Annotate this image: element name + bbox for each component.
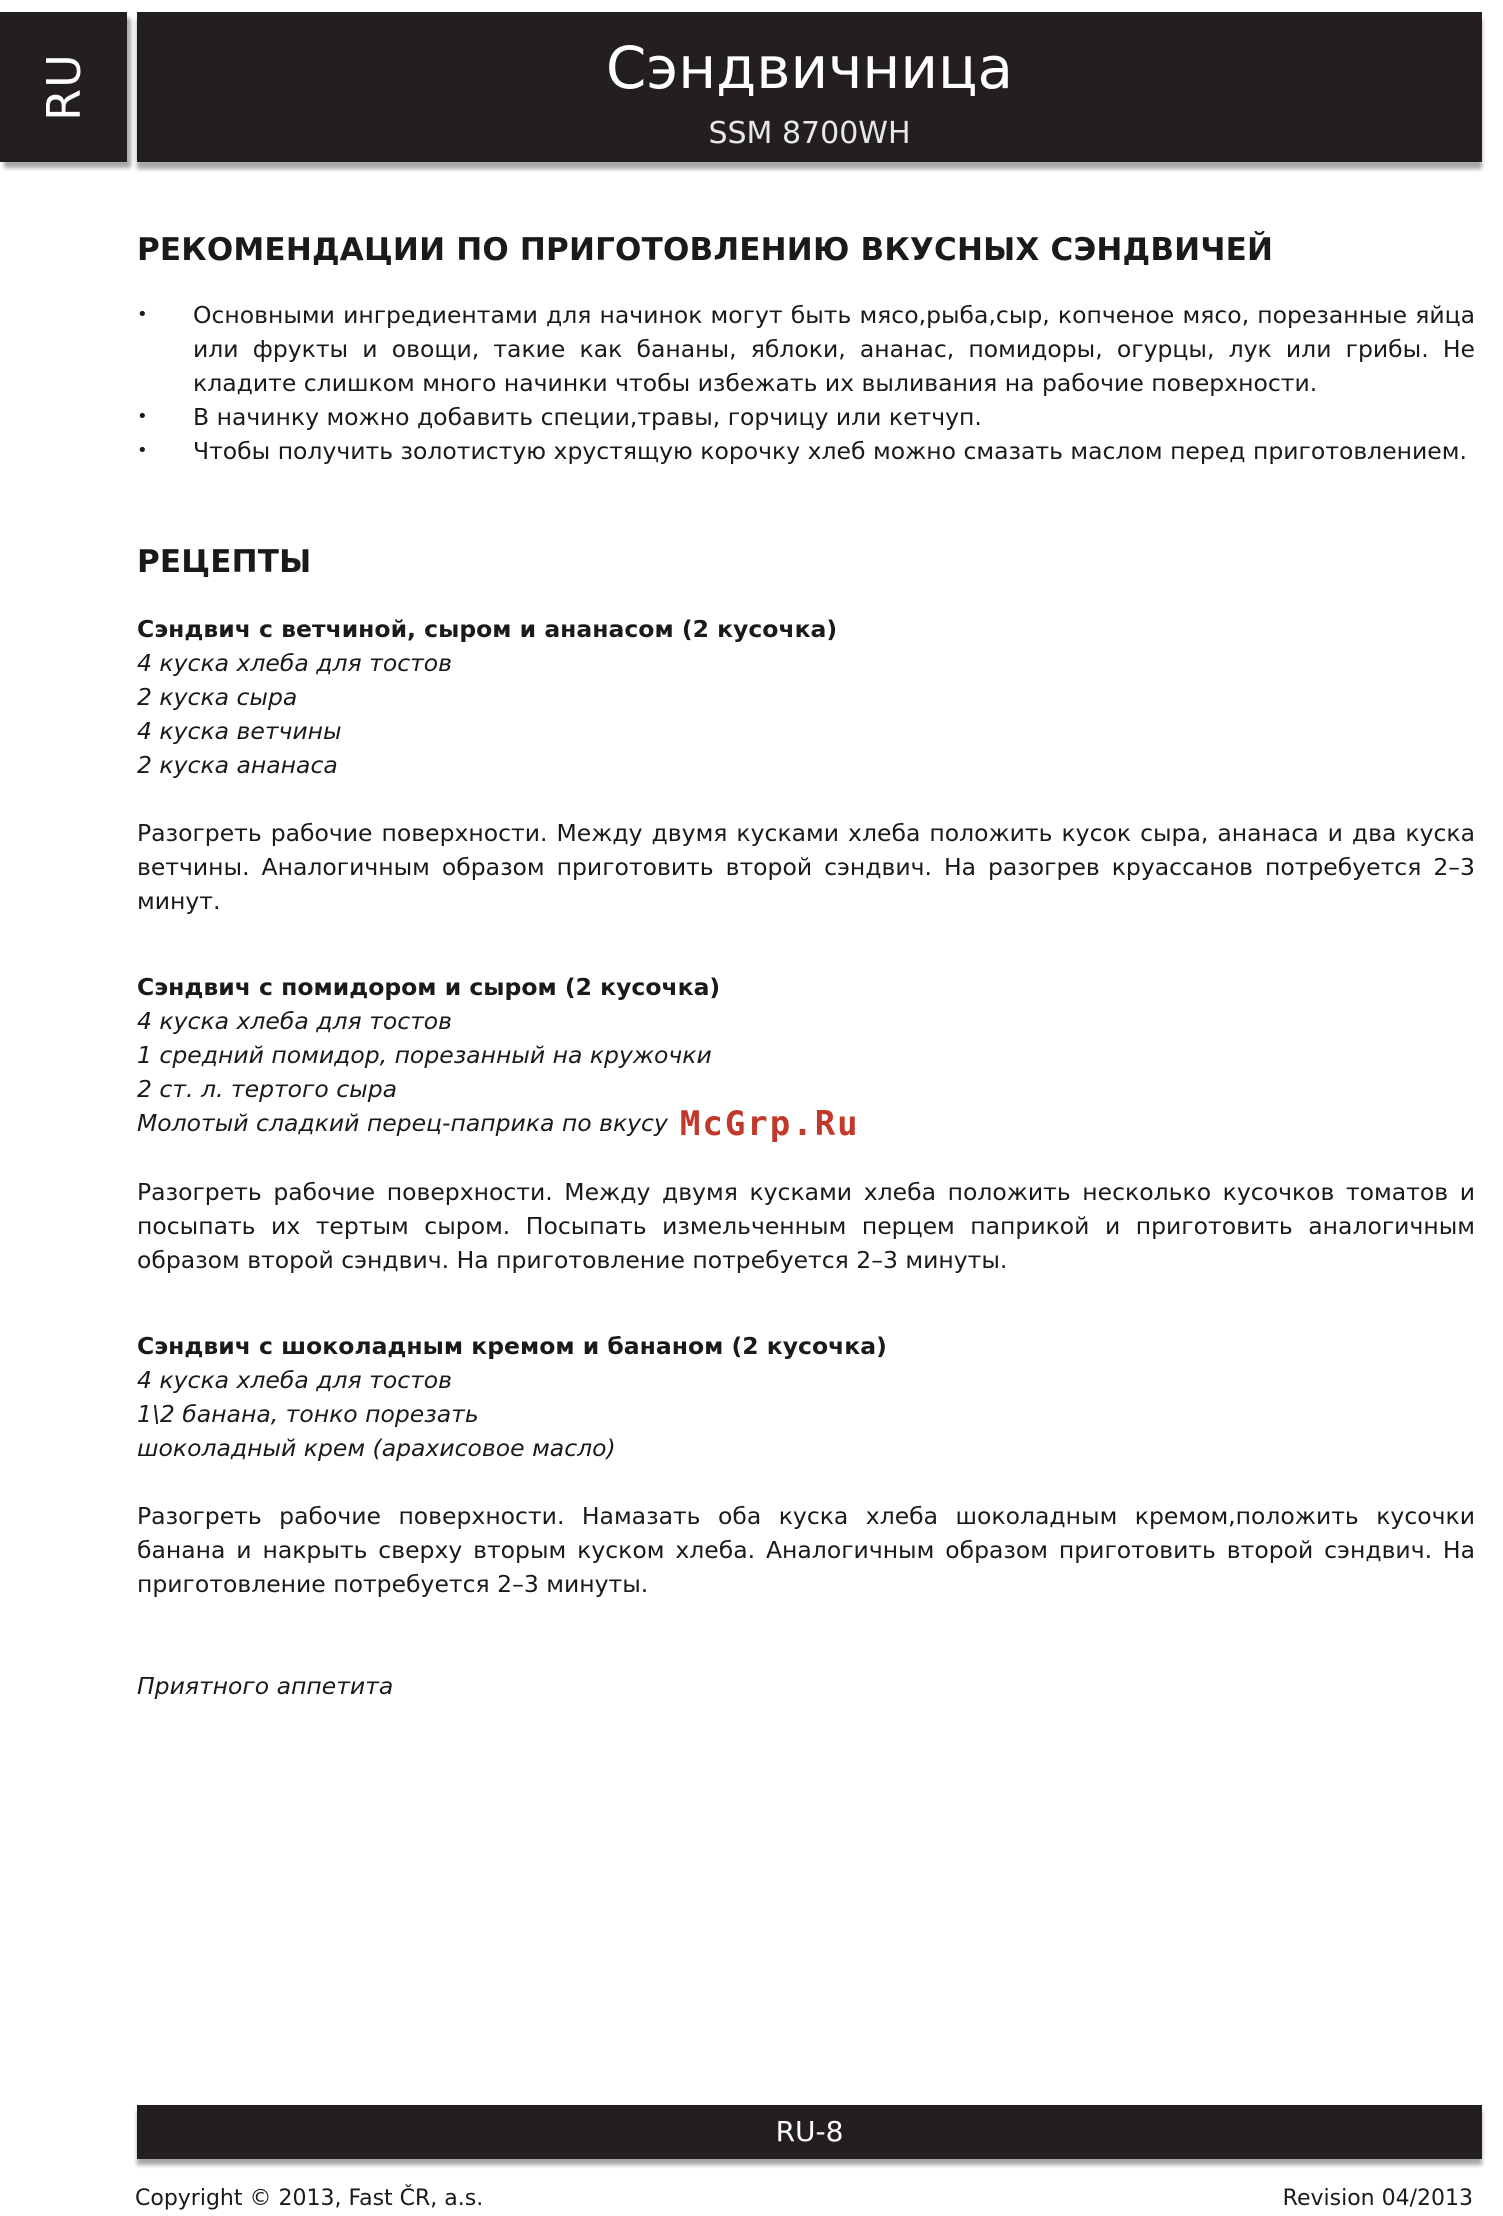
recipe-method: Разогреть рабочие поверхности. Между двумя кусками хлеба положить несколько кусочков томатов и посыпать их тертым сыром. Посыпать измельченным перцем паприкой и приготовить аналогичным образом второй сэндвич. На приготовление потребуется 2–3 минуты. bbox=[137, 1178, 1475, 1274]
recipes-heading: РЕЦЕПТЫ bbox=[137, 544, 312, 580]
page-header bbox=[137, 12, 1482, 162]
ingredient: 4 куска ветчины bbox=[137, 717, 342, 745]
closing-note: Приятного аппетита bbox=[137, 1672, 394, 1700]
ingredient-list bbox=[137, 1363, 1475, 1465]
tips-heading: РЕКОМЕНДАЦИИ ПО ПРИГОТОВЛЕНИЮ ВКУСНЫХ СЭНДВИЧЕЙ bbox=[137, 232, 1274, 268]
ingredient: 4 куска хлеба для тостов bbox=[137, 649, 453, 677]
ingredient-with-watermark bbox=[137, 1104, 1475, 1144]
language-tab bbox=[0, 12, 127, 162]
recipe-title: Сэндвич с шоколадным кремом и бананом (2 кусочка) bbox=[137, 1332, 887, 1360]
ingredient: 4 куска хлеба для тостов bbox=[137, 1366, 453, 1394]
bullet-icon: • bbox=[137, 440, 148, 461]
ingredient-list bbox=[137, 1004, 1475, 1144]
ingredient: 2 ст. л. тертого сыра bbox=[137, 1075, 398, 1103]
recipe-chocolate-banana bbox=[137, 1329, 1475, 1601]
recipe-method: Разогреть рабочие поверхности. Намазать оба куска хлеба шоколадным кремом,положить кусочки банана и накрыть сверху вторым куском хлеба. Аналогичным образом приготовить второй сэндвич. На приготовление потребуется 2–3 минуты. bbox=[137, 1502, 1475, 1598]
recipe-title: Сэндвич с помидором и сыром (2 кусочка) bbox=[137, 973, 721, 1001]
page-title: Сэндвичница bbox=[605, 34, 1014, 102]
ingredient: 4 куска хлеба для тостов bbox=[137, 1007, 453, 1035]
recipe-ham-cheese-pineapple bbox=[137, 612, 1475, 918]
list-item: • Основными ингредиентами для начинок могут быть мясо,рыба,сыр, копченое мясо, порезанные яйца или фрукты и овощи, такие как бананы, яблоки, ананас, помидоры, огурцы, лук или грибы. Не кладите слишком много начинки чтобы избежать их выливания на рабочие поверхности. bbox=[137, 298, 1475, 400]
main-content bbox=[137, 230, 1475, 1703]
ingredient: 2 куска ананаса bbox=[137, 751, 338, 779]
ingredient: Молотый сладкий перец-паприка по вкусу bbox=[137, 1109, 668, 1137]
list-item: • В начинку можно добавить специи,травы, горчицу или кетчуп. bbox=[137, 400, 1475, 434]
bullet-icon: • bbox=[137, 304, 148, 325]
ingredient: 1 средний помидор, порезанный на кружочки bbox=[137, 1041, 712, 1069]
copyright: Copyright © 2013, Fast ČR, a.s. bbox=[135, 2186, 484, 2211]
page-number: RU-8 bbox=[775, 2115, 844, 2148]
model-number: SSM 8700WH bbox=[708, 116, 911, 151]
ingredient: шоколадный крем (арахисовое масло) bbox=[137, 1434, 616, 1462]
recipe-method: Разогреть рабочие поверхности. Между двумя кусками хлеба положить кусок сыра, ананаса и два куска ветчины. Аналогичным образом приготовить второй сэндвич. На разогрев круассанов потребуется 2–3 минут. bbox=[137, 819, 1475, 915]
list-item: • Чтобы получить золотистую хрустящую корочку хлеб можно смазать маслом перед приготовлением. bbox=[137, 434, 1475, 468]
bullet-icon: • bbox=[137, 406, 148, 427]
watermark: McGrp.Ru bbox=[679, 1104, 860, 1144]
page-number-bar bbox=[137, 2105, 1482, 2159]
ingredient: 2 куска сыра bbox=[137, 683, 298, 711]
ingredient-list bbox=[137, 646, 1475, 782]
recipe-title: Сэндвич с ветчиной, сыром и ананасом (2 кусочка) bbox=[137, 615, 838, 643]
ingredient: 1\2 банана, тонко порезать bbox=[137, 1400, 479, 1428]
recipe-tomato-cheese bbox=[137, 970, 1475, 1277]
language-label: RU bbox=[36, 53, 91, 121]
tips-list bbox=[137, 298, 1475, 468]
revision: Revision 04/2013 bbox=[1282, 2186, 1473, 2211]
